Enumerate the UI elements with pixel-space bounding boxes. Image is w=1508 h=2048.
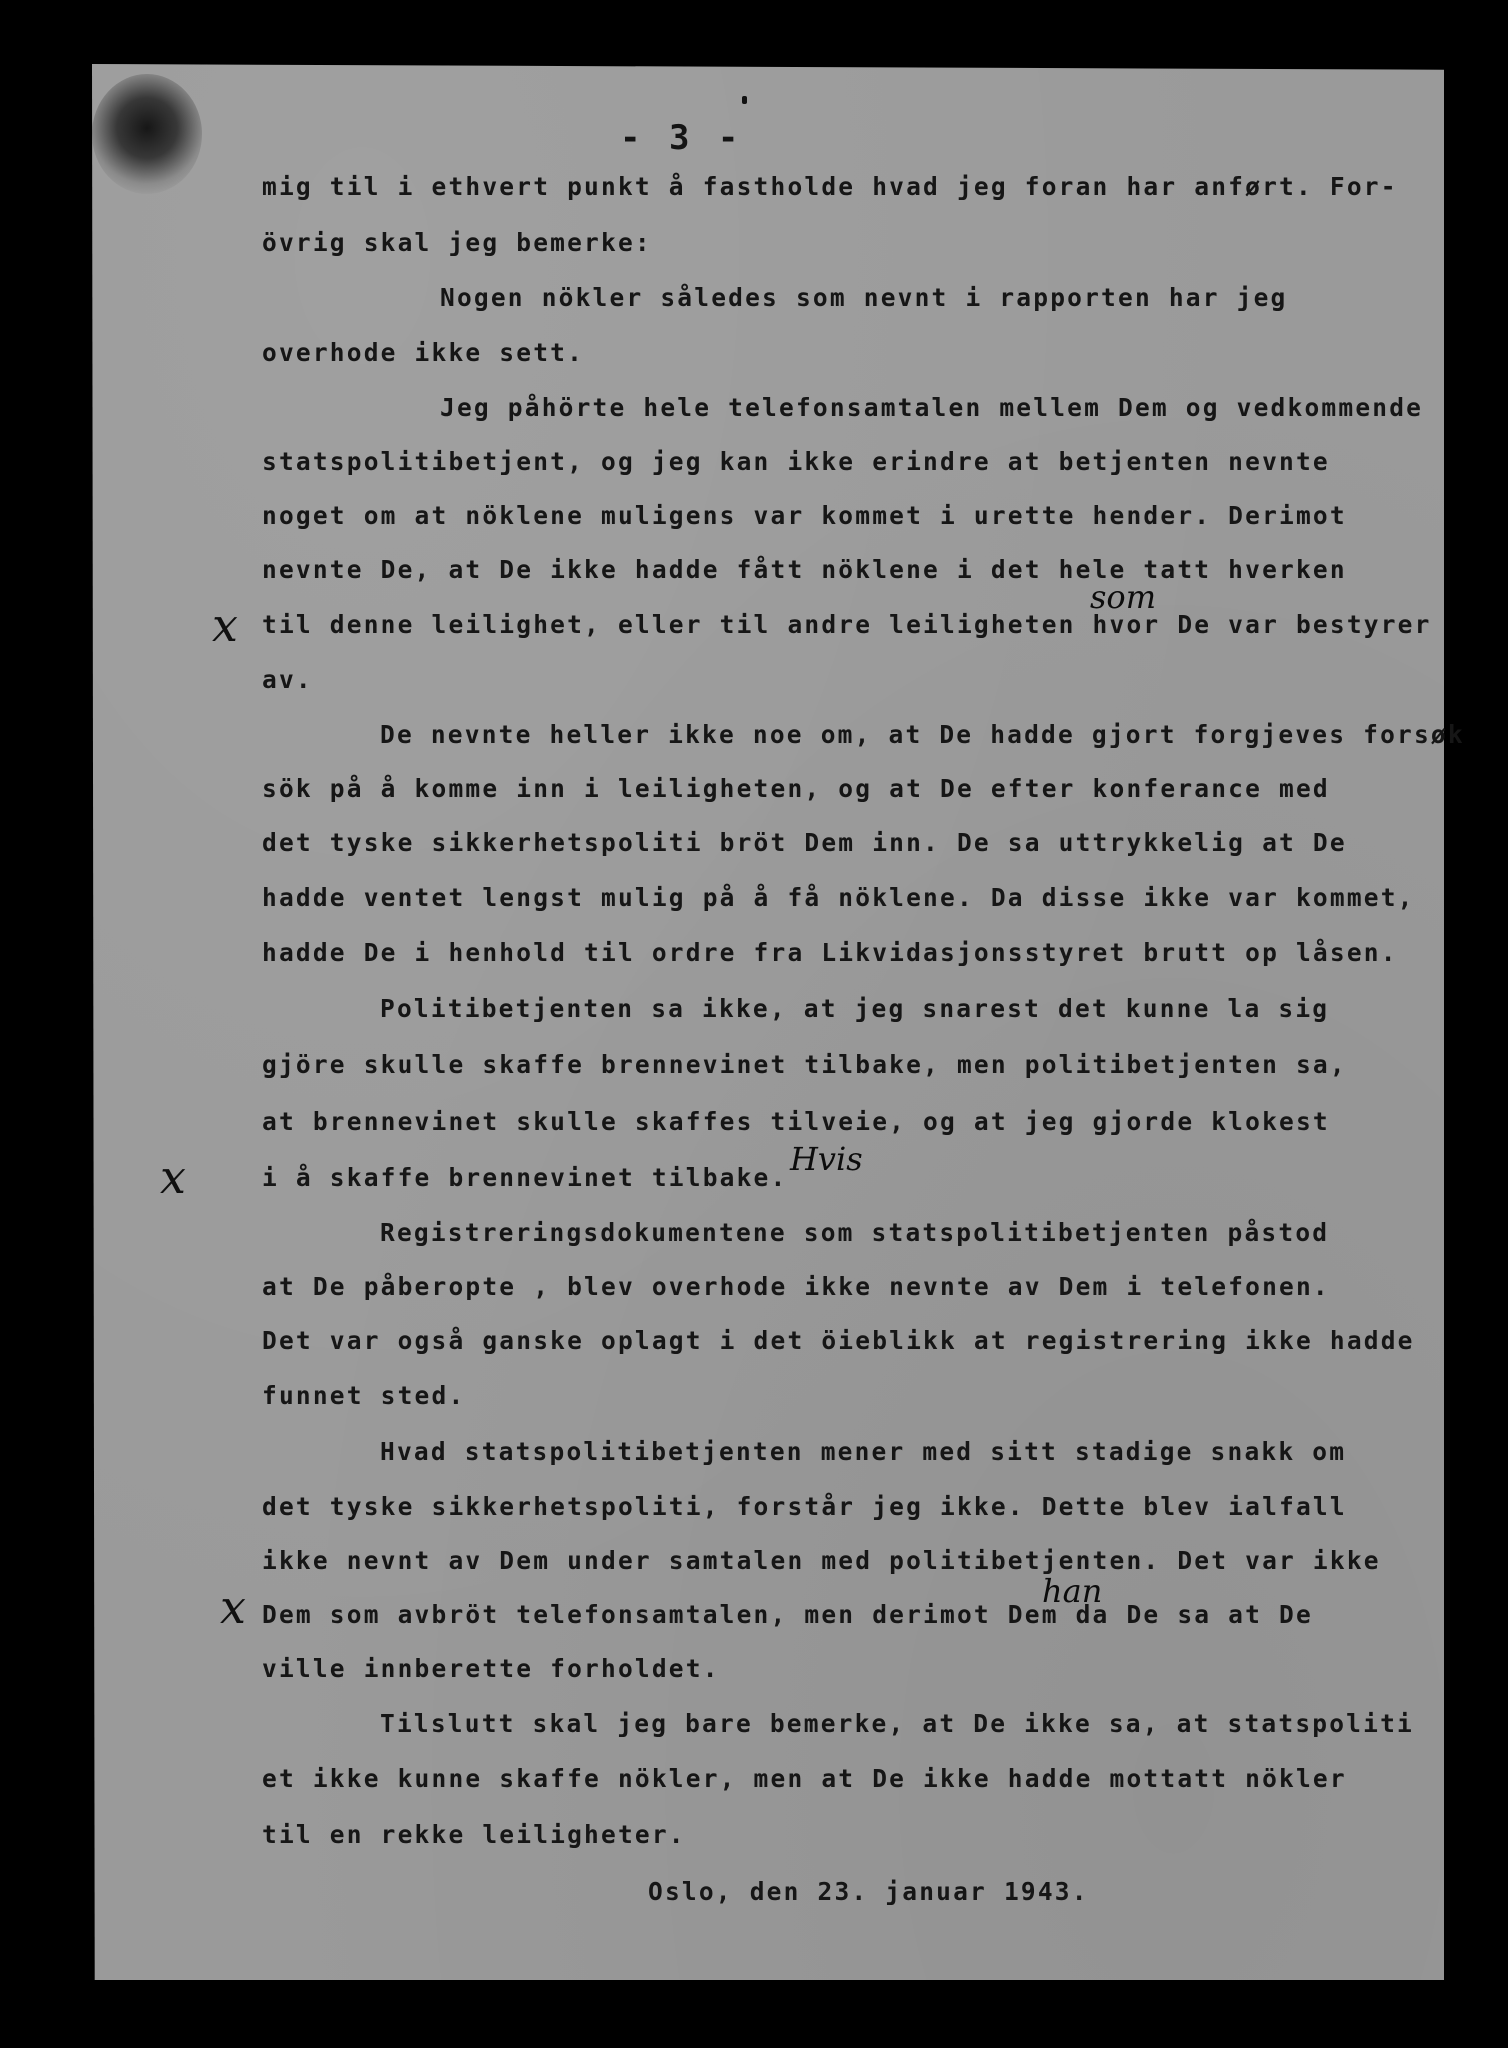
text-line-9: til denne leilighet, eller til andre leiligheten hvor De var bestyrer — [262, 610, 1432, 639]
text-line-25: det tyske sikkerhetspoliti, forstår jeg ikke. Dette blev ialfall — [262, 1492, 1347, 1521]
text-line-4: overhode ikke sett. — [262, 338, 585, 367]
text-line-24: Hvad statspolitibetjenten mener med sitt stadige snakk om — [380, 1437, 1347, 1466]
text-line-26: ikke nevnt av Dem under samtalen med politibetjenten. Det var ikke — [262, 1546, 1381, 1575]
text-line-17: gjöre skulle skaffe brennevinet tilbake, men politibetjenten sa, — [262, 1050, 1347, 1079]
text-line-22: Det var også ganske oplagt i det öieblikk at registrering ikke hadde — [262, 1326, 1415, 1355]
text-line-2: övrig skal jeg bemerke: — [262, 228, 652, 257]
ink-smudge — [92, 74, 202, 194]
handwritten-correction-som: som — [1090, 578, 1157, 616]
page-number: - 3 - — [620, 118, 743, 158]
text-line-19: i å skaffe brennevinet tilbake. — [262, 1163, 788, 1192]
text-line-16: Politibetjenten sa ikke, at jeg snarest det kunne la sig — [380, 994, 1330, 1023]
text-line-21: at De påberopte , blev overhode ikke nevnte av Dem i telefonen. — [262, 1272, 1330, 1301]
text-line-29: Tilslutt skal jeg bare bemerke, at De ikke sa, at statspoliti — [380, 1709, 1414, 1738]
text-line-27: Dem som avbröt telefonsamtalen, men derimot Dem da De sa at De — [262, 1600, 1313, 1629]
handwritten-correction-hvis: Hvis — [790, 1140, 863, 1178]
text-line-14: hadde ventet lengst mulig på å få nöklene. Da disse ikke var kommet, — [262, 883, 1415, 912]
text-line-7: noget om at nöklene muligens var kommet i urette hender. Derimot — [262, 501, 1347, 530]
handwritten-correction-han: han — [1042, 1572, 1103, 1610]
text-line-20: Registreringsdokumentene som statspolitibetjenten påstod — [380, 1218, 1330, 1247]
text-line-13: det tyske sikkerhetspoliti bröt Dem inn. De sa uttrykkelig at De — [262, 828, 1347, 857]
text-line-18: at brennevinet skulle skaffes tilveie, og at jeg gjorde klokest — [262, 1107, 1330, 1136]
text-line-8: nevnte De, at De ikke hadde fått nöklene i det hele tatt hverken — [262, 555, 1347, 584]
text-line-5: Jeg påhörte hele telefonsamtalen mellem Dem og vedkommende — [440, 393, 1424, 422]
text-line-6: statspolitibetjent, og jeg kan ikke erindre at betjenten nevnte — [262, 447, 1330, 476]
text-line-28: ville innberette forholdet. — [262, 1654, 720, 1683]
text-line-15: hadde De i henhold til ordre fra Likvidasjonsstyret brutt op låsen. — [262, 938, 1398, 967]
text-line-23: funnet sted. — [262, 1381, 466, 1410]
margin-mark-3: x — [220, 1580, 246, 1634]
margin-mark-2: x — [160, 1150, 186, 1204]
margin-mark-1: x — [212, 598, 238, 652]
text-line-31: til en rekke leiligheter. — [262, 1820, 686, 1849]
text-line-30: et ikke kunne skaffe nökler, men at De ikke hadde mottatt nökler — [262, 1764, 1347, 1793]
text-line-1: mig til i ethvert punkt å fastholde hvad jeg foran har anført. For- — [262, 172, 1398, 201]
date-line: Oslo, den 23. januar 1943. — [648, 1877, 1089, 1906]
text-line-10: av. — [262, 665, 313, 694]
text-line-12: sök på å komme inn i leiligheten, og at De efter konferance med — [262, 774, 1330, 803]
ink-dot — [742, 96, 747, 104]
text-line-11: De nevnte heller ikke noe om, at De hadde gjort forgjeves forsøk — [380, 720, 1465, 749]
text-line-3: Nogen nökler således som nevnt i rapporten har jeg — [440, 283, 1288, 312]
